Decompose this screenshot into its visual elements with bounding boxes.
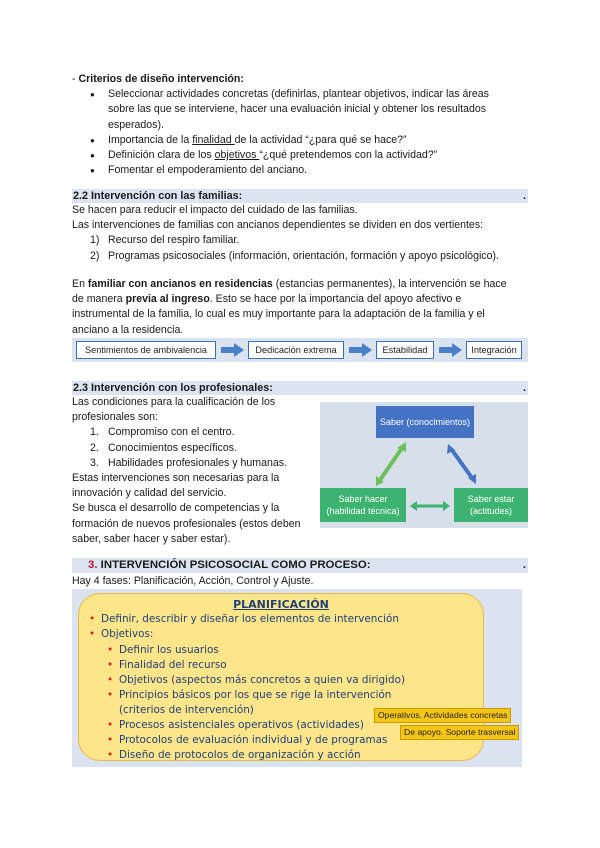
list-item: ● Importancia de la finalidad de la actividad “¿para qué se hace?”	[90, 133, 532, 148]
section-3-heading: 3. INTERVENCIÓN PSICOSOCIAL COMO PROCESO: .	[72, 558, 528, 573]
callout-de-apoyo: De apoyo. Soporte trasversal	[400, 725, 519, 740]
flow-step-integracion: Integración	[466, 341, 522, 359]
planificacion-panel	[72, 589, 522, 767]
plan-subitem: • Diseño de protocolos de organización y acción	[107, 749, 361, 761]
plan-subitem: • Principios básicos por los que se rige la intervención	[107, 689, 392, 701]
competencias-diagram	[320, 402, 528, 528]
list-item: ● Definición clara de los objetivos “¿qué pretendemos con la actividad?”	[90, 148, 532, 163]
section-2-3-heading: 2.3 Intervención con los profesionales: .	[73, 382, 526, 394]
plan-subitem: • Finalidad del recurso	[107, 659, 227, 671]
plan-subitem: • Definir los usuarios	[107, 644, 219, 656]
list-item: ● Fomentar el empoderamiento del anciano.	[90, 163, 532, 178]
flow-step-estabilidad: Estabilidad	[376, 341, 434, 359]
conditions-list	[90, 425, 322, 471]
list-item: 1. Compromiso con el centro.	[90, 426, 235, 439]
plan-subitem: • Protocolos de evaluación individual y de programas	[107, 734, 388, 746]
left-double-arrow-icon	[376, 442, 406, 486]
flow-step-ambivalencia: Sentimientos de ambivalencia	[76, 341, 216, 359]
section-2-2-heading: 2.2 Intervención con las familias: .	[73, 190, 526, 202]
plan-subitem: • Objetivos (aspectos más concretos a quien va dirigido)	[107, 674, 406, 686]
section-2-2-body: Se hacen para reducir el impacto del cuidado de las familias. Las intervenciones de familias con ancianos dependientes se dividen en dos vertientes: 1) Recurso del respiro familiar. 2) Programas psicosociales (información, orientación, formación y apoyo psicológico).	[72, 203, 532, 264]
criteria-title-line	[72, 72, 532, 87]
criteria-list	[90, 87, 532, 178]
node-saber-hacer: Saber hacer (habilidad técnica)	[320, 488, 406, 522]
flow-step-dedicacion: Dedicación extrema	[248, 341, 344, 359]
criteria-section	[72, 72, 532, 178]
vertientes-list	[90, 233, 532, 263]
diagram-arrows	[320, 402, 528, 528]
callout-operativos: Operativos. Actividades concretas	[374, 708, 511, 723]
node-saber-estar: Saber estar (actitudes)	[454, 488, 528, 522]
right-double-arrow-icon	[447, 444, 476, 484]
criteria-title: Criterios de diseño intervención:	[78, 73, 244, 85]
planificacion-title: PLANIFICACIÓN	[233, 598, 329, 611]
list-item: 3. Habilidades profesionales y humanas.	[90, 456, 288, 469]
horizontal-double-arrow-icon	[410, 501, 450, 511]
plan-item: • Definir, describir y diseñar los elementos de intervención	[89, 613, 399, 625]
section-2-3-body: Las condiciones para la cualificación de los profesionales son: 1. Compromiso con el centro. 2. Conocimientos específicos. 3. Habilidades profesionales y humanas. Estas intervenciones son necesarias para la innovación y calidad del servicio. Se busca el desarrollo de competencias y la formación de nuevos profesionales (estos deben saber, saber hacer y saber estar).	[72, 395, 322, 547]
list-item: 2. Conocimientos específicos.	[90, 441, 237, 454]
plan-item: • Objetivos:	[89, 628, 154, 640]
list-item: 2) Programas psicosociales (información, orientación, formación y apoyo psicológico).	[90, 249, 499, 262]
residencias-paragraph: En familiar con ancianos en residencias (estancias permanentes), la intervención se hace de manera previa al ingreso. Esto se hace por la importancia del apoyo afectivo e instrumental de la familia, lo cual es muy importante para la adaptación de la familia y el anciano a la residencia.	[72, 278, 507, 336]
node-saber: Saber (conocimientos)	[376, 406, 474, 438]
family-adaptation-flow	[72, 338, 528, 362]
phases-intro: Hay 4 fases: Planificación, Acción, Control y Ajuste.	[72, 575, 314, 587]
plan-subitem-continuation: (criterios de intervención)	[119, 704, 254, 716]
plan-subitem: • Procesos asistenciales operativos (actividades)	[107, 719, 364, 731]
list-item: 1) Recurso del respiro familiar.	[90, 234, 240, 247]
list-item: ● Seleccionar actividades concretas (definirlas, plantear objetivos, indicar las áreas sobre las que se interviene, hacer una evaluación inicial y obtener los resultados esperados).	[90, 87, 532, 133]
criteria-prefix: -	[72, 73, 79, 85]
